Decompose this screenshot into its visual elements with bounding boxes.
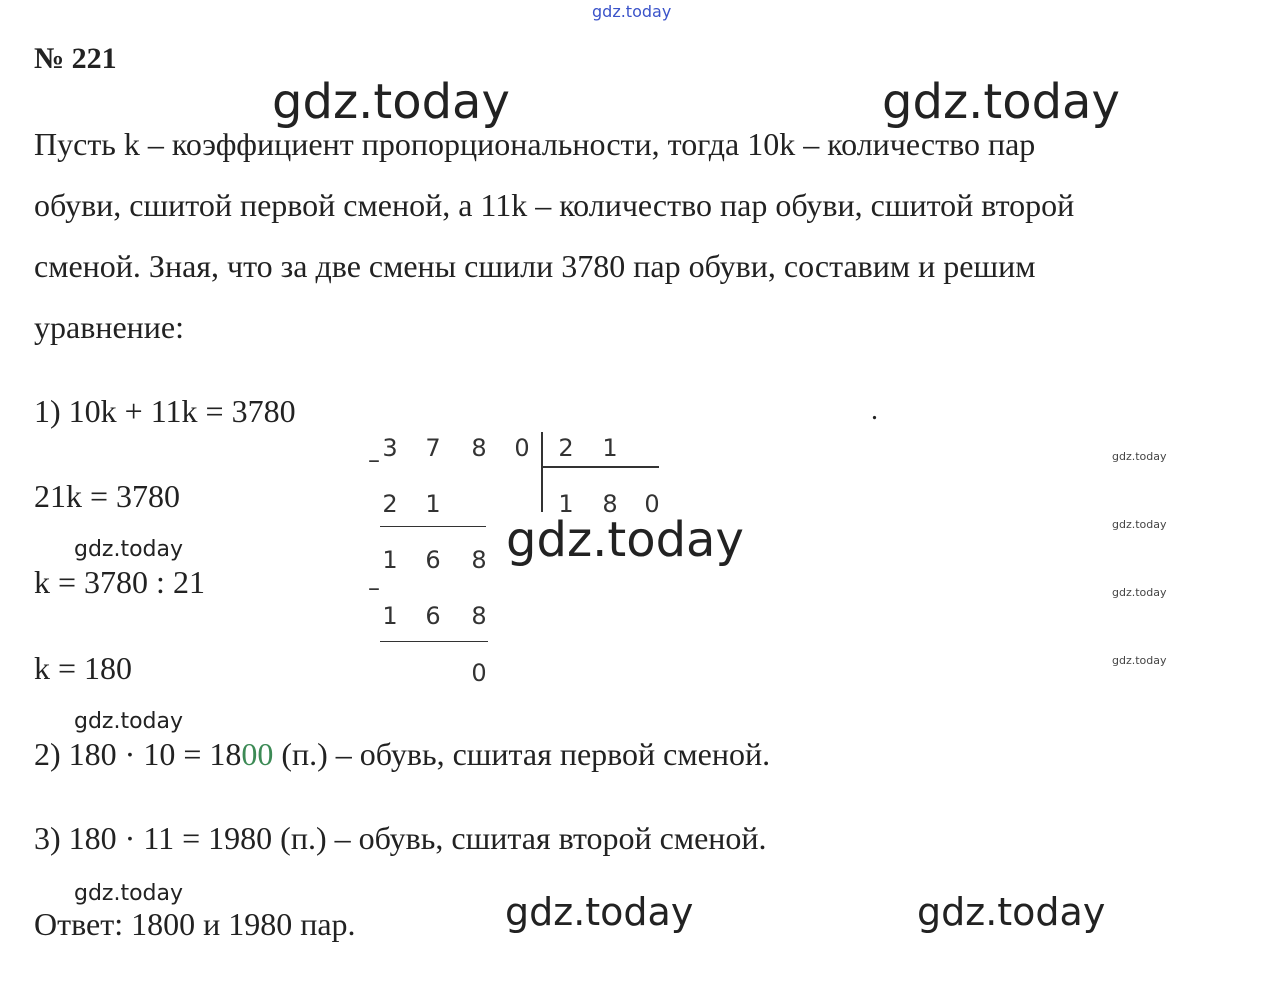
step-1-equation: 1) 10k + 11k = 3780 bbox=[34, 393, 296, 429]
watermark-top: gdz.today bbox=[592, 2, 672, 21]
watermark-large-center: gdz.today bbox=[506, 512, 744, 568]
paragraph-line-3: сменой. Зная, что за две смены сшили 3780 пар обуви, составим и решим bbox=[34, 248, 1036, 284]
step-2-end: (п.) – обувь, сшитая первой сменой. bbox=[273, 736, 771, 772]
watermark-small-1: gdz.today bbox=[1112, 450, 1167, 463]
answer: Ответ: 1800 и 1980 пар. bbox=[34, 906, 356, 942]
step-3: 3) 180 · 11 = 1980 (п.) – обувь, сшитая второй сменой. bbox=[34, 820, 767, 856]
quotient-digit: 1 bbox=[558, 490, 574, 518]
step-1-result: k = 180 bbox=[34, 650, 133, 686]
division-underline-2 bbox=[380, 641, 488, 642]
division-vertical-line bbox=[541, 432, 543, 512]
subtrahend-2-digit: 1 bbox=[382, 602, 398, 630]
subtrahend-2-digit: 6 bbox=[425, 602, 441, 630]
dividend-digit: 0 bbox=[514, 434, 530, 462]
dividend-digit: 7 bbox=[425, 434, 441, 462]
watermark-mid-1: gdz.today bbox=[74, 537, 184, 562]
division-underline-1 bbox=[380, 526, 486, 527]
divisor-digit: 2 bbox=[558, 434, 574, 462]
division-minus-2: – bbox=[368, 574, 380, 602]
watermark-small-2: gdz.today bbox=[1112, 518, 1167, 531]
dividend-digit: 3 bbox=[382, 434, 398, 462]
watermark-bottom-left: gdz.today bbox=[505, 890, 694, 934]
watermark-small-4: gdz.today bbox=[1112, 654, 1167, 667]
stray-dot: . bbox=[871, 395, 878, 426]
watermark-bottom-right: gdz.today bbox=[917, 890, 1106, 934]
paragraph-line-2: обуви, сшитой первой сменой, а 11k – количество пар обуви, сшитой второй bbox=[34, 187, 1075, 223]
watermark-small-3: gdz.today bbox=[1112, 586, 1167, 599]
divisor-digit: 1 bbox=[602, 434, 618, 462]
subtrahend-1-digit: 1 bbox=[425, 490, 441, 518]
remainder-1-digit: 1 bbox=[382, 546, 398, 574]
dividend-digit: 8 bbox=[471, 434, 487, 462]
remainder-1-digit: 8 bbox=[471, 546, 487, 574]
quotient-digit: 8 bbox=[602, 490, 618, 518]
watermark-mid-2: gdz.today bbox=[74, 709, 184, 734]
paragraph-line-4: уравнение: bbox=[34, 309, 184, 345]
step-1-division: k = 3780 : 21 bbox=[34, 564, 205, 600]
quotient-digit: 0 bbox=[644, 490, 660, 518]
subtrahend-2-digit: 8 bbox=[471, 602, 487, 630]
remainder-1-digit: 6 bbox=[425, 546, 441, 574]
paragraph-line-1: Пусть k – коэффициент пропорциональности, тогда 10k – количество пар bbox=[34, 126, 1036, 162]
step-2 bbox=[34, 736, 770, 773]
subtrahend-1-digit: 2 bbox=[382, 490, 398, 518]
final-remainder: 0 bbox=[471, 659, 487, 687]
division-horizontal-line bbox=[541, 466, 659, 468]
step-1-combined: 21k = 3780 bbox=[34, 478, 181, 514]
watermark-large-right: gdz.today bbox=[882, 74, 1120, 130]
division-minus-1: – bbox=[368, 446, 380, 474]
watermark-large-left: gdz.today bbox=[272, 74, 510, 130]
step-2-start: 2) 180 · 10 = 18 bbox=[34, 736, 242, 772]
problem-number: № 221 bbox=[34, 42, 117, 75]
step-2-highlight: 00 bbox=[241, 736, 274, 772]
watermark-mid-3: gdz.today bbox=[74, 881, 184, 906]
